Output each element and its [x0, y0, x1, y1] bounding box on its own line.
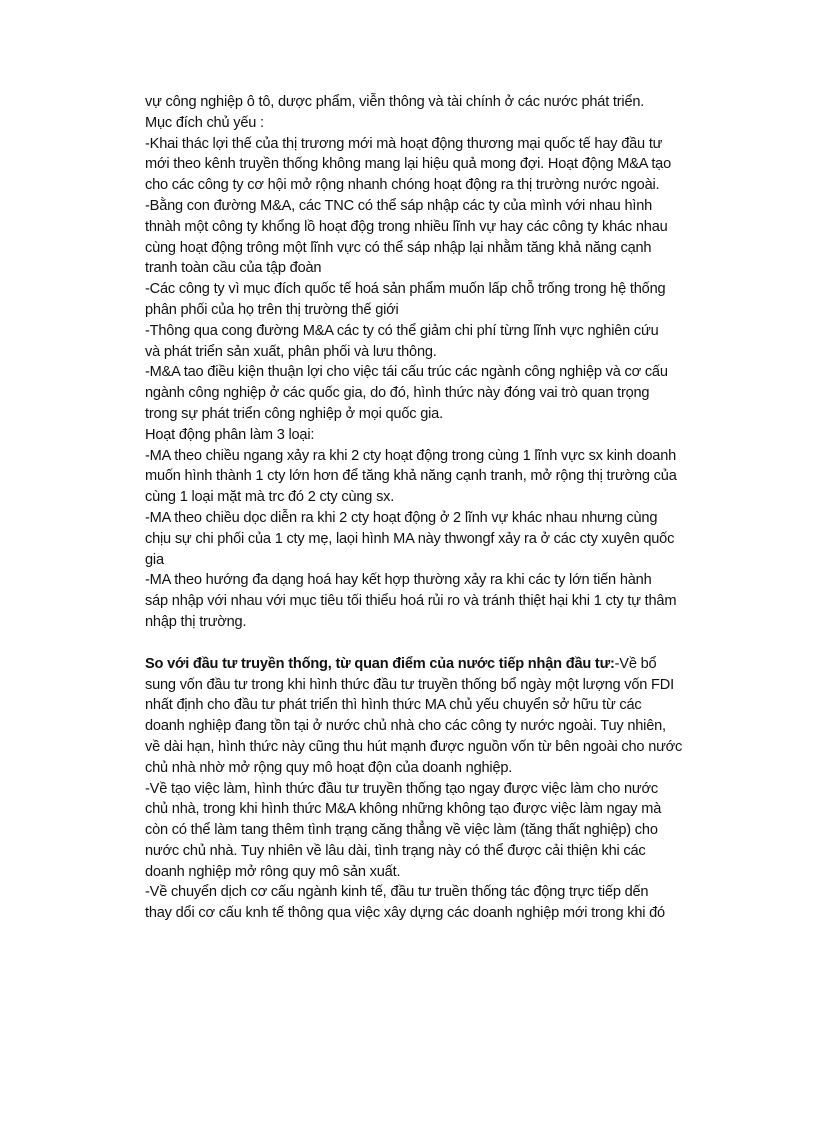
- text-line: về dài hạn, hình thức này cũng thu hút mạnh được nguồn vốn từ bên ngoài cho nước: [145, 738, 683, 755]
- text-line: -M&A tao điều kiện thuận lợi cho việc tái cấu trúc các ngành công nghiệp và cơ cấu: [145, 364, 668, 381]
- text-line: cùng hoạt động trông một lĩnh vực có thể sáp nhập lại nhằm tăng khả năng cạnh: [145, 239, 652, 256]
- text-line: -Khai thác lợi thế của thị trương mới mà hoạt động thương mại quốc tế hay đầu tư: [145, 135, 663, 152]
- text-line: -Các công ty vì mục đích quốc tế hoá sản phẩm muốn lấp chỗ trống trong hệ thống: [145, 281, 666, 298]
- text-line: -Về chuyển dịch cơ cấu ngành kinh tế, đầu tư truền thống tác động trực tiếp dến: [145, 884, 649, 901]
- text-line: muốn hình thành 1 cty lớn hơn để tăng khả năng cạnh tranh, mở rộng thị trường của: [145, 468, 677, 485]
- text-line: trong sự phát triển công nghiệp ở mọi quốc gia.: [145, 405, 443, 422]
- text-line: Mục đích chủ yếu :: [145, 114, 264, 131]
- text-line: mới theo kênh truyền thống không mang lại hiệu quả mong đợi. Hoạt động M&A tạo: [145, 156, 672, 173]
- paragraph-gap: [145, 633, 705, 654]
- text-line: cho các công ty cơ hội mở rộng nhanh chóng hoạt động ra thị trường nước ngoài.: [145, 177, 660, 194]
- text-line: -MA theo chiều dọc diễn ra khi 2 cty hoạt động ở 2 lĩnh vự khác nhau nhưng cùng: [145, 509, 658, 526]
- text-line: chịu sự chi phối của 1 cty mẹ, laọi hình MA này thwongf xảy ra ở các cty xuyên quốc: [145, 530, 675, 547]
- text-line: -MA theo hướng đa dạng hoá hay kết hợp thường xảy ra khi các ty lớn tiến hành: [145, 572, 652, 589]
- text-line: còn có thể làm tang thêm tình trạng căng thẳng về việc làm (tăng thất nghiệp) cho: [145, 822, 658, 839]
- text-line: -Thông qua cong đường M&A các ty có thể giảm chi phí từng lĩnh vực nghiên cứu: [145, 322, 659, 339]
- text-line: Hoạt động phân làm 3 loại:: [145, 426, 315, 443]
- text-line: vự công nghiệp ô tô, dược phẩm, viễn thông và tài chính ở các nước phát triển.: [145, 94, 645, 110]
- section-heading: So với đầu tư truyền thống, từ quan điểm của nước tiếp nhận đầu tư:: [145, 655, 615, 672]
- text-line: nhất định cho đầu tư phát triển thì hình thức MA chủ yếu chuyển sở hữu từ các: [145, 697, 642, 714]
- text-line: doanh nghiệp đang tồn tại ở nước chủ nhà cho các công ty nước ngoài. Tuy nhiên,: [145, 718, 666, 735]
- document-page: [145, 92, 705, 924]
- text-line: thnàh một công ty khổng lồ hoạt độg trong nhiều lĩnh vự hay các công ty khác nhau: [145, 218, 668, 235]
- text-line: gia: [145, 551, 164, 568]
- text-line: và phát triển sản xuất, phân phối và lưu thông.: [145, 343, 437, 360]
- text-line: nước chủ nhà. Tuy nhiên về lâu dài, tình trạng này có thể được cải thiện khi các: [145, 842, 646, 859]
- text-line: -MA theo chiều ngang xảy ra khi 2 cty hoạt động trong cùng 1 lĩnh vực sx kinh doanh: [145, 447, 677, 464]
- section-heading-line: [145, 654, 705, 675]
- text-line: thay dổi cơ cấu knh tế thông qua việc xây dựng các doanh nghiệp mới trong khi đó: [145, 905, 665, 922]
- section-heading-tail: -Về bổ: [614, 655, 657, 672]
- text-line: sung vốn đầu tư trong khi hình thức đầu tư truyền thống bổ ngày một lượng vốn FDI: [145, 676, 674, 693]
- text-line: ngành công nghiệp ở các quốc gia, do đó, hình thức này đóng vai trò quan trọng: [145, 385, 650, 402]
- text-line: doanh nghiệp mở rông quy mô sản xuất.: [145, 863, 401, 880]
- text-line: -Về tạo việc làm, hình thức đầu tư truyền thống tạo ngay được việc làm cho nước: [145, 780, 658, 797]
- text-line: phân phối của họ trên thị trường thế giới: [145, 301, 399, 318]
- text-line: chủ nhà nhờ mở rộng quy mô hoạt độn của doanh nghiệp.: [145, 759, 513, 776]
- text-line: cùng 1 loại mặt mà trc đó 2 cty cùng sx.: [145, 489, 395, 506]
- text-line: nhập thị trường.: [145, 613, 247, 630]
- text-line: -Bằng con đường M&A, các TNC có thể sáp nhập các ty của mình với nhau hình: [145, 197, 653, 214]
- text-line: chủ nhà, trong khi hình thức M&A không những không tạo được việc làm ngay mà: [145, 801, 662, 818]
- text-line: tranh toàn cầu của tập đoàn: [145, 260, 322, 277]
- text-line: sáp nhập với nhau với mục tiêu tối thiểu hoá rủi ro và tránh thiệt hại khi 1 cty tự thâm: [145, 593, 677, 610]
